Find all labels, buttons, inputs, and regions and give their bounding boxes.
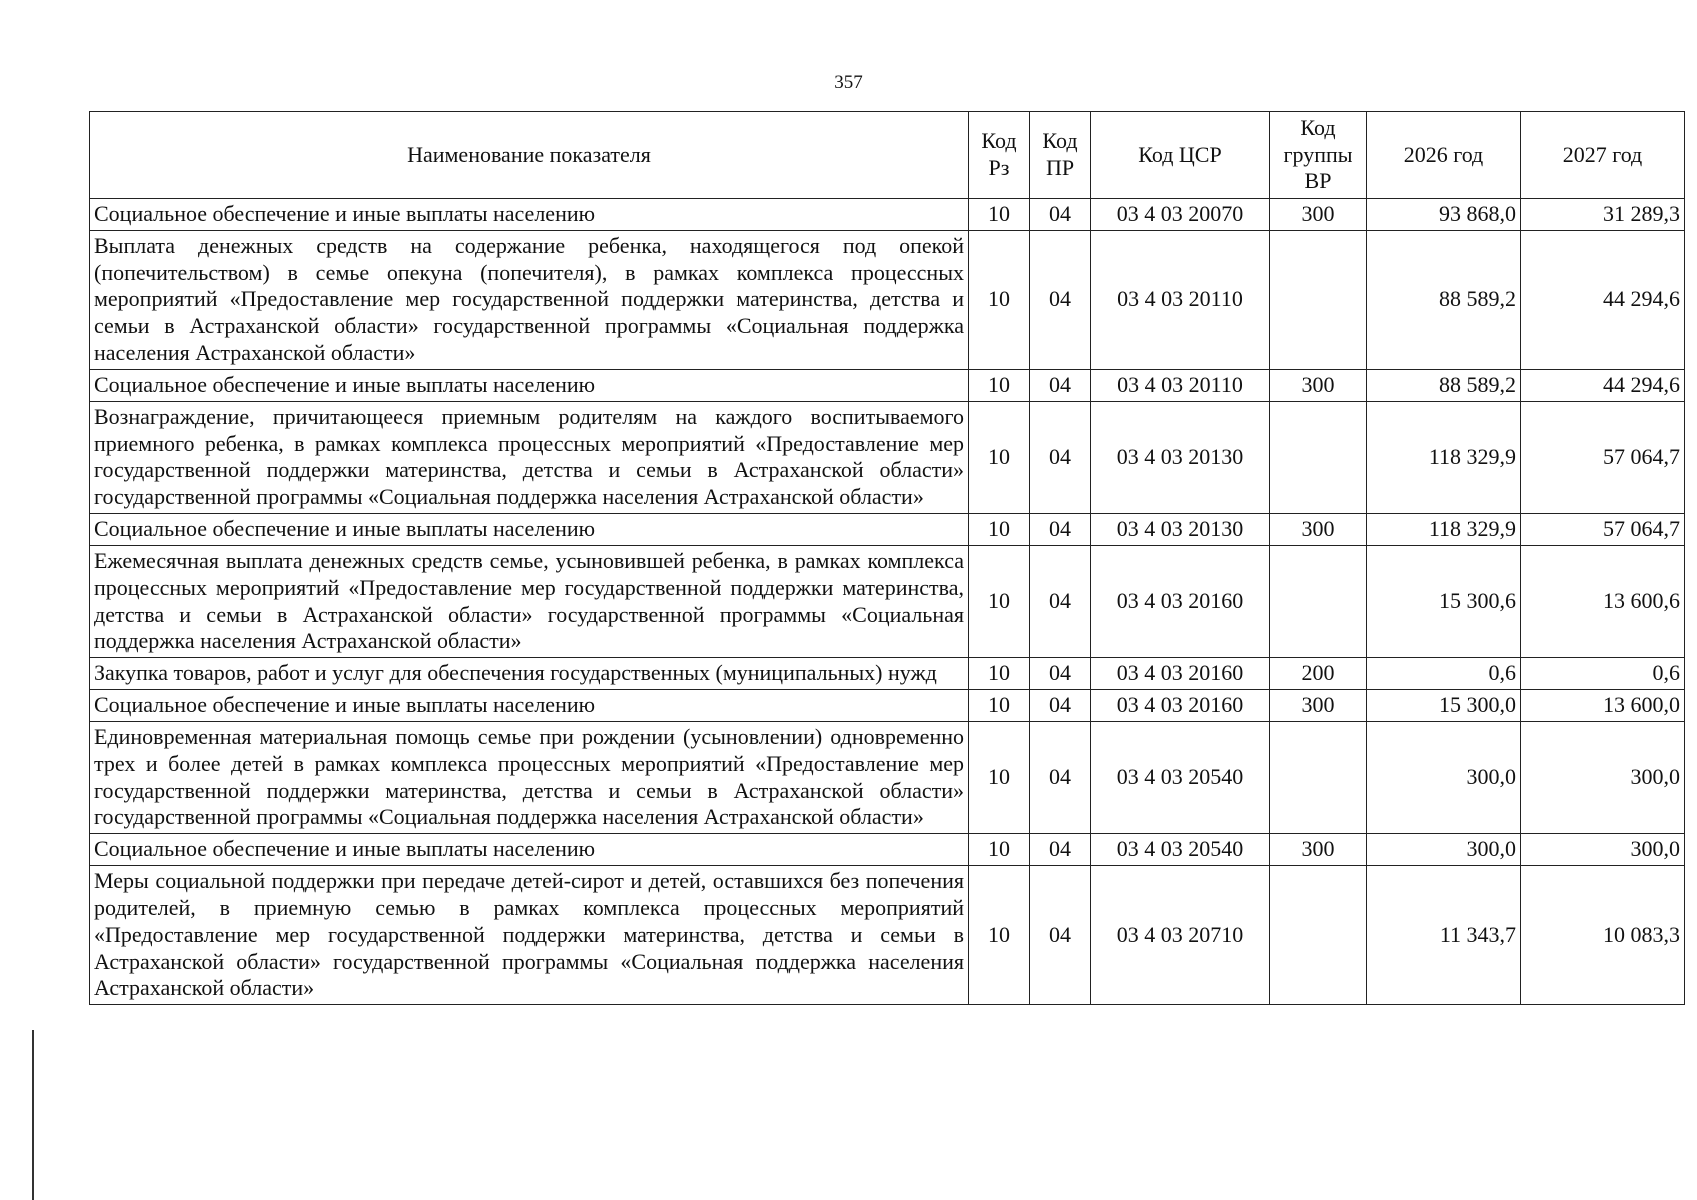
cell-name: Социальное обеспечение и иные выплаты населению	[90, 834, 969, 866]
cell-vr: 200	[1270, 658, 1367, 690]
cell-csr: 03 4 03 20160	[1091, 690, 1270, 722]
cell-csr: 03 4 03 20130	[1091, 514, 1270, 546]
page-number: 357	[834, 72, 863, 93]
cell-csr: 03 4 03 20540	[1091, 721, 1270, 833]
cell-pr: 04	[1030, 401, 1091, 513]
header-2027: 2027 год	[1521, 112, 1685, 199]
cell-csr: 03 4 03 20160	[1091, 658, 1270, 690]
cell-y2026: 118 329,9	[1367, 514, 1521, 546]
cell-rz: 10	[969, 658, 1030, 690]
cell-name: Социальное обеспечение и иные выплаты населению	[90, 369, 969, 401]
cell-y2027: 44 294,6	[1521, 230, 1685, 369]
cell-vr: 300	[1270, 369, 1367, 401]
cell-y2026: 15 300,6	[1367, 545, 1521, 657]
cell-y2027: 300,0	[1521, 834, 1685, 866]
cell-rz: 10	[969, 401, 1030, 513]
cell-csr: 03 4 03 20540	[1091, 834, 1270, 866]
cell-rz: 10	[969, 721, 1030, 833]
cell-y2026: 11 343,7	[1367, 866, 1521, 1005]
cell-csr: 03 4 03 20130	[1091, 401, 1270, 513]
cell-csr: 03 4 03 20710	[1091, 866, 1270, 1005]
cell-pr: 04	[1030, 369, 1091, 401]
cell-name: Вознаграждение, причитающееся приемным родителям на каждого воспитываемого приемного ребенка, в рамках комплекса процессных мероприятий «Предоставление мер государственной поддержки материнства, детства и семьи в Астраханской области» государственной программы «Социальная поддержка населения Астраханской области»	[90, 401, 969, 513]
cell-rz: 10	[969, 545, 1030, 657]
cell-vr	[1270, 545, 1367, 657]
table-row	[90, 658, 1685, 690]
cell-vr: 300	[1270, 690, 1367, 722]
cell-name: Ежемесячная выплата денежных средств семье, усыновившей ребенка, в рамках комплекса процессных мероприятий «Предоставление мер государственной поддержки материнства, детства и семьи в Астраханской области» государственной программы «Социальная поддержка населения Астраханской области»	[90, 545, 969, 657]
table-row	[90, 721, 1685, 833]
cell-pr: 04	[1030, 690, 1091, 722]
cell-y2026: 0,6	[1367, 658, 1521, 690]
cell-pr: 04	[1030, 866, 1091, 1005]
header-2026: 2026 год	[1367, 112, 1521, 199]
cell-y2026: 300,0	[1367, 721, 1521, 833]
cell-y2027: 57 064,7	[1521, 401, 1685, 513]
table-row	[90, 401, 1685, 513]
cell-vr: 300	[1270, 834, 1367, 866]
cell-y2027: 44 294,6	[1521, 369, 1685, 401]
cell-csr: 03 4 03 20110	[1091, 230, 1270, 369]
cell-pr: 04	[1030, 658, 1091, 690]
table-row	[90, 834, 1685, 866]
cell-pr: 04	[1030, 834, 1091, 866]
cell-rz: 10	[969, 230, 1030, 369]
cell-y2027: 13 600,0	[1521, 690, 1685, 722]
cell-y2026: 88 589,2	[1367, 230, 1521, 369]
cell-name: Социальное обеспечение и иные выплаты населению	[90, 690, 969, 722]
table-row	[90, 199, 1685, 231]
budget-table	[89, 111, 1685, 1005]
table-row	[90, 866, 1685, 1005]
cell-y2027: 13 600,6	[1521, 545, 1685, 657]
cell-csr: 03 4 03 20110	[1091, 369, 1270, 401]
cell-rz: 10	[969, 866, 1030, 1005]
cell-rz: 10	[969, 369, 1030, 401]
cell-vr	[1270, 230, 1367, 369]
header-csr: Код ЦСР	[1091, 112, 1270, 199]
cell-y2027: 10 083,3	[1521, 866, 1685, 1005]
cell-name: Социальное обеспечение и иные выплаты населению	[90, 514, 969, 546]
cell-y2027: 0,6	[1521, 658, 1685, 690]
cell-y2027: 57 064,7	[1521, 514, 1685, 546]
cell-y2026: 300,0	[1367, 834, 1521, 866]
header-vr: Код группы ВР	[1270, 112, 1367, 199]
table-row	[90, 369, 1685, 401]
table-body	[90, 199, 1685, 1005]
binding-margin-line	[32, 1030, 34, 1200]
cell-name: Социальное обеспечение и иные выплаты населению	[90, 199, 969, 231]
cell-vr	[1270, 866, 1367, 1005]
cell-rz: 10	[969, 514, 1030, 546]
cell-vr: 300	[1270, 199, 1367, 231]
header-name: Наименование показателя	[90, 112, 969, 199]
cell-pr: 04	[1030, 545, 1091, 657]
header-rz: Код Рз	[969, 112, 1030, 199]
cell-name: Меры социальной поддержки при передаче детей-сирот и детей, оставшихся без попечения родителей, в приемную семью в рамках комплекса процессных мероприятий «Предоставление мер государственной поддержки материнства, детства и семьи в Астраханской области» государственной программы «Социальная поддержка населения Астраханской области»	[90, 866, 969, 1005]
cell-vr	[1270, 401, 1367, 513]
table-row	[90, 545, 1685, 657]
cell-csr: 03 4 03 20160	[1091, 545, 1270, 657]
cell-rz: 10	[969, 834, 1030, 866]
cell-y2026: 88 589,2	[1367, 369, 1521, 401]
cell-pr: 04	[1030, 230, 1091, 369]
table-row	[90, 690, 1685, 722]
table-row	[90, 230, 1685, 369]
cell-y2026: 15 300,0	[1367, 690, 1521, 722]
cell-name: Закупка товаров, работ и услуг для обеспечения государственных (муниципальных) нужд	[90, 658, 969, 690]
cell-name: Единовременная материальная помощь семье при рождении (усыновлении) одновременно трех и более детей в рамках комплекса процессных мероприятий «Предоставление мер государственной поддержки материнства, детства и семьи в Астраханской области» государственной программы «Социальная поддержка населения Астраханской области»	[90, 721, 969, 833]
header-pr: Код ПР	[1030, 112, 1091, 199]
cell-vr: 300	[1270, 514, 1367, 546]
cell-rz: 10	[969, 690, 1030, 722]
cell-y2026: 93 868,0	[1367, 199, 1521, 231]
table-row	[90, 514, 1685, 546]
cell-pr: 04	[1030, 514, 1091, 546]
cell-csr: 03 4 03 20070	[1091, 199, 1270, 231]
table-header-row	[90, 112, 1685, 199]
cell-y2027: 300,0	[1521, 721, 1685, 833]
cell-name: Выплата денежных средств на содержание ребенка, находящегося под опекой (попечительством) в семье опекуна (попечителя), в рамках комплекса процессных мероприятий «Предоставление мер государственной поддержки материнства, детства и семьи в Астраханской области» государственной программы «Социальная поддержка населения Астраханской области»	[90, 230, 969, 369]
cell-rz: 10	[969, 199, 1030, 231]
cell-vr	[1270, 721, 1367, 833]
cell-pr: 04	[1030, 721, 1091, 833]
cell-y2026: 118 329,9	[1367, 401, 1521, 513]
cell-y2027: 31 289,3	[1521, 199, 1685, 231]
cell-pr: 04	[1030, 199, 1091, 231]
